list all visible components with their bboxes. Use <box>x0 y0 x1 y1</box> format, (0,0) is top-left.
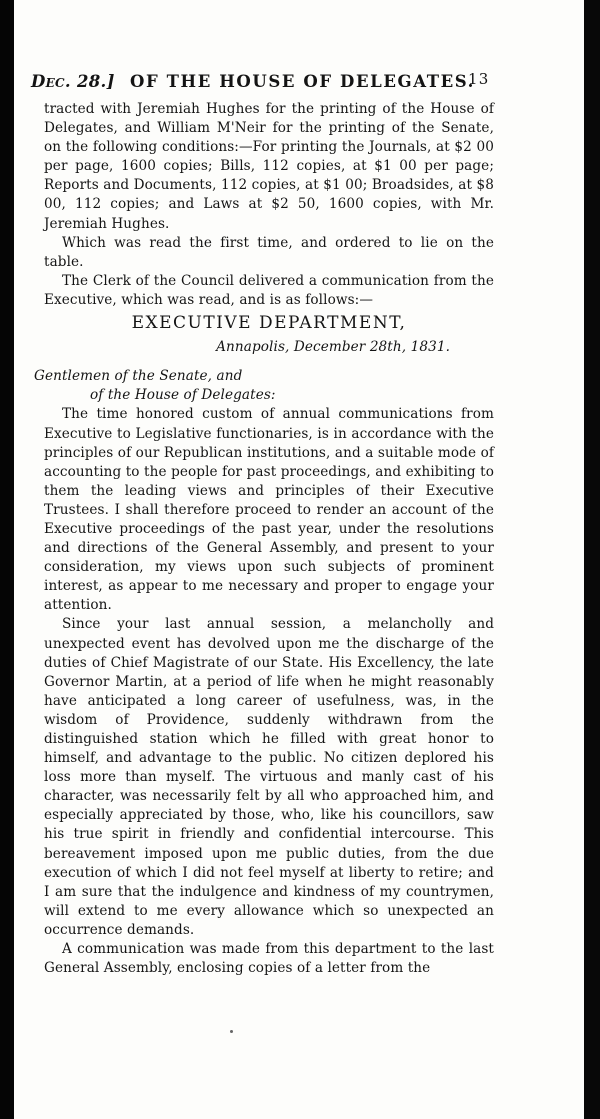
running-head-title: OF THE HOUSE OF DELEGATES. <box>130 72 476 91</box>
page-number: 13 <box>468 70 490 88</box>
dateline: Annapolis, December 28th, 1831. <box>216 339 450 356</box>
paragraph-clerk-communication: The Clerk of the Council delivered a communication from the Executive, which was read, and is as follows:— <box>44 272 494 308</box>
scan-right-edge <box>584 0 600 1119</box>
page-speck <box>230 1030 233 1033</box>
salutation-line-1: Gentlemen of the Senate, and <box>34 368 243 385</box>
salutation-line-2: of the House of Delegates: <box>90 387 276 404</box>
message-paragraph: A communication was made from this department to the last General Assembly, enclosing copies of a letter from the <box>44 941 494 977</box>
section-heading: EXECUTIVE DEPARTMENT, <box>131 313 407 334</box>
paragraph-first-reading: Which was read the first time, and ordered to lie on the table. <box>44 234 494 270</box>
running-head-date: Dec. 28.] <box>31 72 115 91</box>
message-paragraph: The time honored custom of annual communications from Executive to Legislative functionaries, is in accordance with the principles of our Republican institutions, and a suitable mode of accounting to the people for past proceedings, and exhibiting to them the leading views and principles of their Executive Trustees. I shall therefore proceed to render an account of the Executive proceedings of the past year, under the resolutions and directions of the General Assembly, and present to your consideration, my views upon such subjects of prominent interest, as appear to me necessary and proper to engage your attention. <box>44 406 494 614</box>
scan-left-edge <box>0 0 14 1119</box>
paragraph-continuation: tracted with Jeremiah Hughes for the printing of the House of Delegates, and William M'Neir for the printing of the Senate, on the following conditions:—For printing the Journals, at $2 00 per page, 1600 copies; Bills, 112 copies, at $1 00 per page; Reports and Documents, 112 copies, at $1 00; Broadsides, at $8 00, 112 copies; and Laws at $2 50, 1600 copies, with Mr. Jeremiah Hughes. <box>44 101 494 232</box>
message-paragraph: Since your last annual session, a melancholly and unexpected event has devolved upon me the discharge of the duties of Chief Magistrate of our State. His Excellency, the late Governor Martin, at a period of life when he might reasonably have anticipated a long career of usefulness, was, in the wisdom of Providence, suddenly withdrawn from the distinguished station which he filled with great honor to himself, and advantage to the public. No citizen deplored his loss more than myself. The virtuous and manly cast of his character, was necessarily felt by all who approached him, and especially appreciated by those, who, like his councillors, saw his true spirit in friendly and confidential intercourse. This bereavement imposed upon me public duties, from the due execution of which I did not feel myself at liberty to retire; and I am sure that the indulgence and kindness of my countrymen, will extend to me every allowance which so unexpected an occurrence demands. <box>44 616 494 938</box>
page-content <box>31 70 494 978</box>
running-head <box>31 70 494 94</box>
